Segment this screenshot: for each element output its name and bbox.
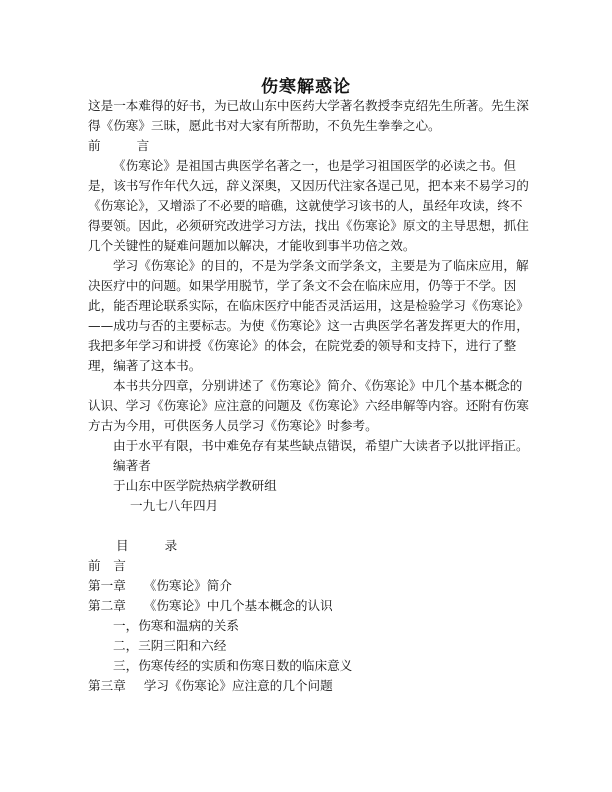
toc-chapter-num: 第二章	[88, 598, 126, 613]
preface-heading	[88, 136, 532, 156]
toc-item-chapter-2	[88, 596, 532, 616]
preface-paragraph-4: 由于水平有限，书中难免存有某些缺点错误，希望广大读者予以批评指正。	[113, 438, 529, 453]
toc-chapter-title: 《伤寒论》中几个基本概念的认识	[143, 598, 333, 613]
toc-chapter-title: 《伤寒论》简介	[143, 578, 232, 593]
toc-item-chapter-1	[88, 576, 532, 596]
page-title: 伤寒解惑论	[261, 77, 351, 97]
toc-chapter-num: 第一章	[88, 578, 126, 593]
intro-paragraph: 这是一本难得的好书，为已故山东中医药大学著名教授李克绍先生所著。先生深得《伤寒》三昧，愿此书对大家有所帮助，不负先生拳拳之心。	[88, 98, 529, 133]
toc-heading-left: 目	[116, 538, 129, 553]
toc-chapter-title: 学习《伤寒论》应注意的几个问题	[143, 678, 333, 693]
signature-author: 编著者	[113, 458, 151, 473]
toc-subitem-3: 三，伤寒传经的实质和伤寒日数的临床意义	[113, 658, 353, 673]
preface-paragraph-1: 《伤寒论》是祖国古典医学名著之一，也是学习祖国医学的必读之书。但是，该书写作年代久远，辞义深奥，又因历代注家各逞己见，把本来不易学习的《伤寒论》，又增添了不必要的暗礁，这就使学习该书的人，虽经年攻读，终不得要领。因此，必须研究改进学习方法，找出《伤寒论》原文的主导思想，抓住几个关键性的疑难问题加以解决，才能收到事半功倍之效。	[88, 158, 529, 253]
preface-heading-left: 前	[88, 138, 101, 153]
preface-heading-right: 言	[136, 138, 150, 153]
toc-item-preface: 前 言	[88, 558, 126, 573]
signature-org: 于山东中医学院热病学教研组	[113, 478, 277, 493]
toc-heading-right: 录	[164, 538, 178, 553]
signature-date: 一九七八年四月	[130, 498, 219, 513]
document-body	[88, 96, 536, 696]
toc-heading	[88, 536, 532, 556]
toc-subitem-2: 二，三阴三阳和六经	[113, 638, 227, 653]
toc-subitem-1: 一，伤寒和温病的关系	[113, 618, 239, 633]
toc-item-chapter-3	[88, 676, 532, 696]
preface-paragraph-2: 学习《伤寒论》的目的，不是为学条文而学条文，主要是为了临床应用，解决医疗中的问题。如果学用脱节，学了条文不会在临床应用，仍等于不学。因此，能否理论联系实际，在临床医疗中能否灵活运用，这是检验学习《伤寒论》 ——成功与否的主要标志。为使《伤寒论》这一古典医学名著发挥更大的作用，我把多年学习和讲授《伤寒论》的体会，在院党委的领导和支持下，进行了整理，编著了这本书。	[88, 258, 536, 373]
preface-paragraph-3: 本书共分四章，分别讲述了《伤寒论》简介、《伤寒论》中几个基本概念的认识、学习《伤寒论》应注意的问题及《伤寒论》六经串解等内容。还附有伤寒方古为今用，可供医务人员学习《伤寒论》时参考。	[88, 378, 529, 433]
toc-chapter-num: 第三章	[88, 678, 126, 693]
